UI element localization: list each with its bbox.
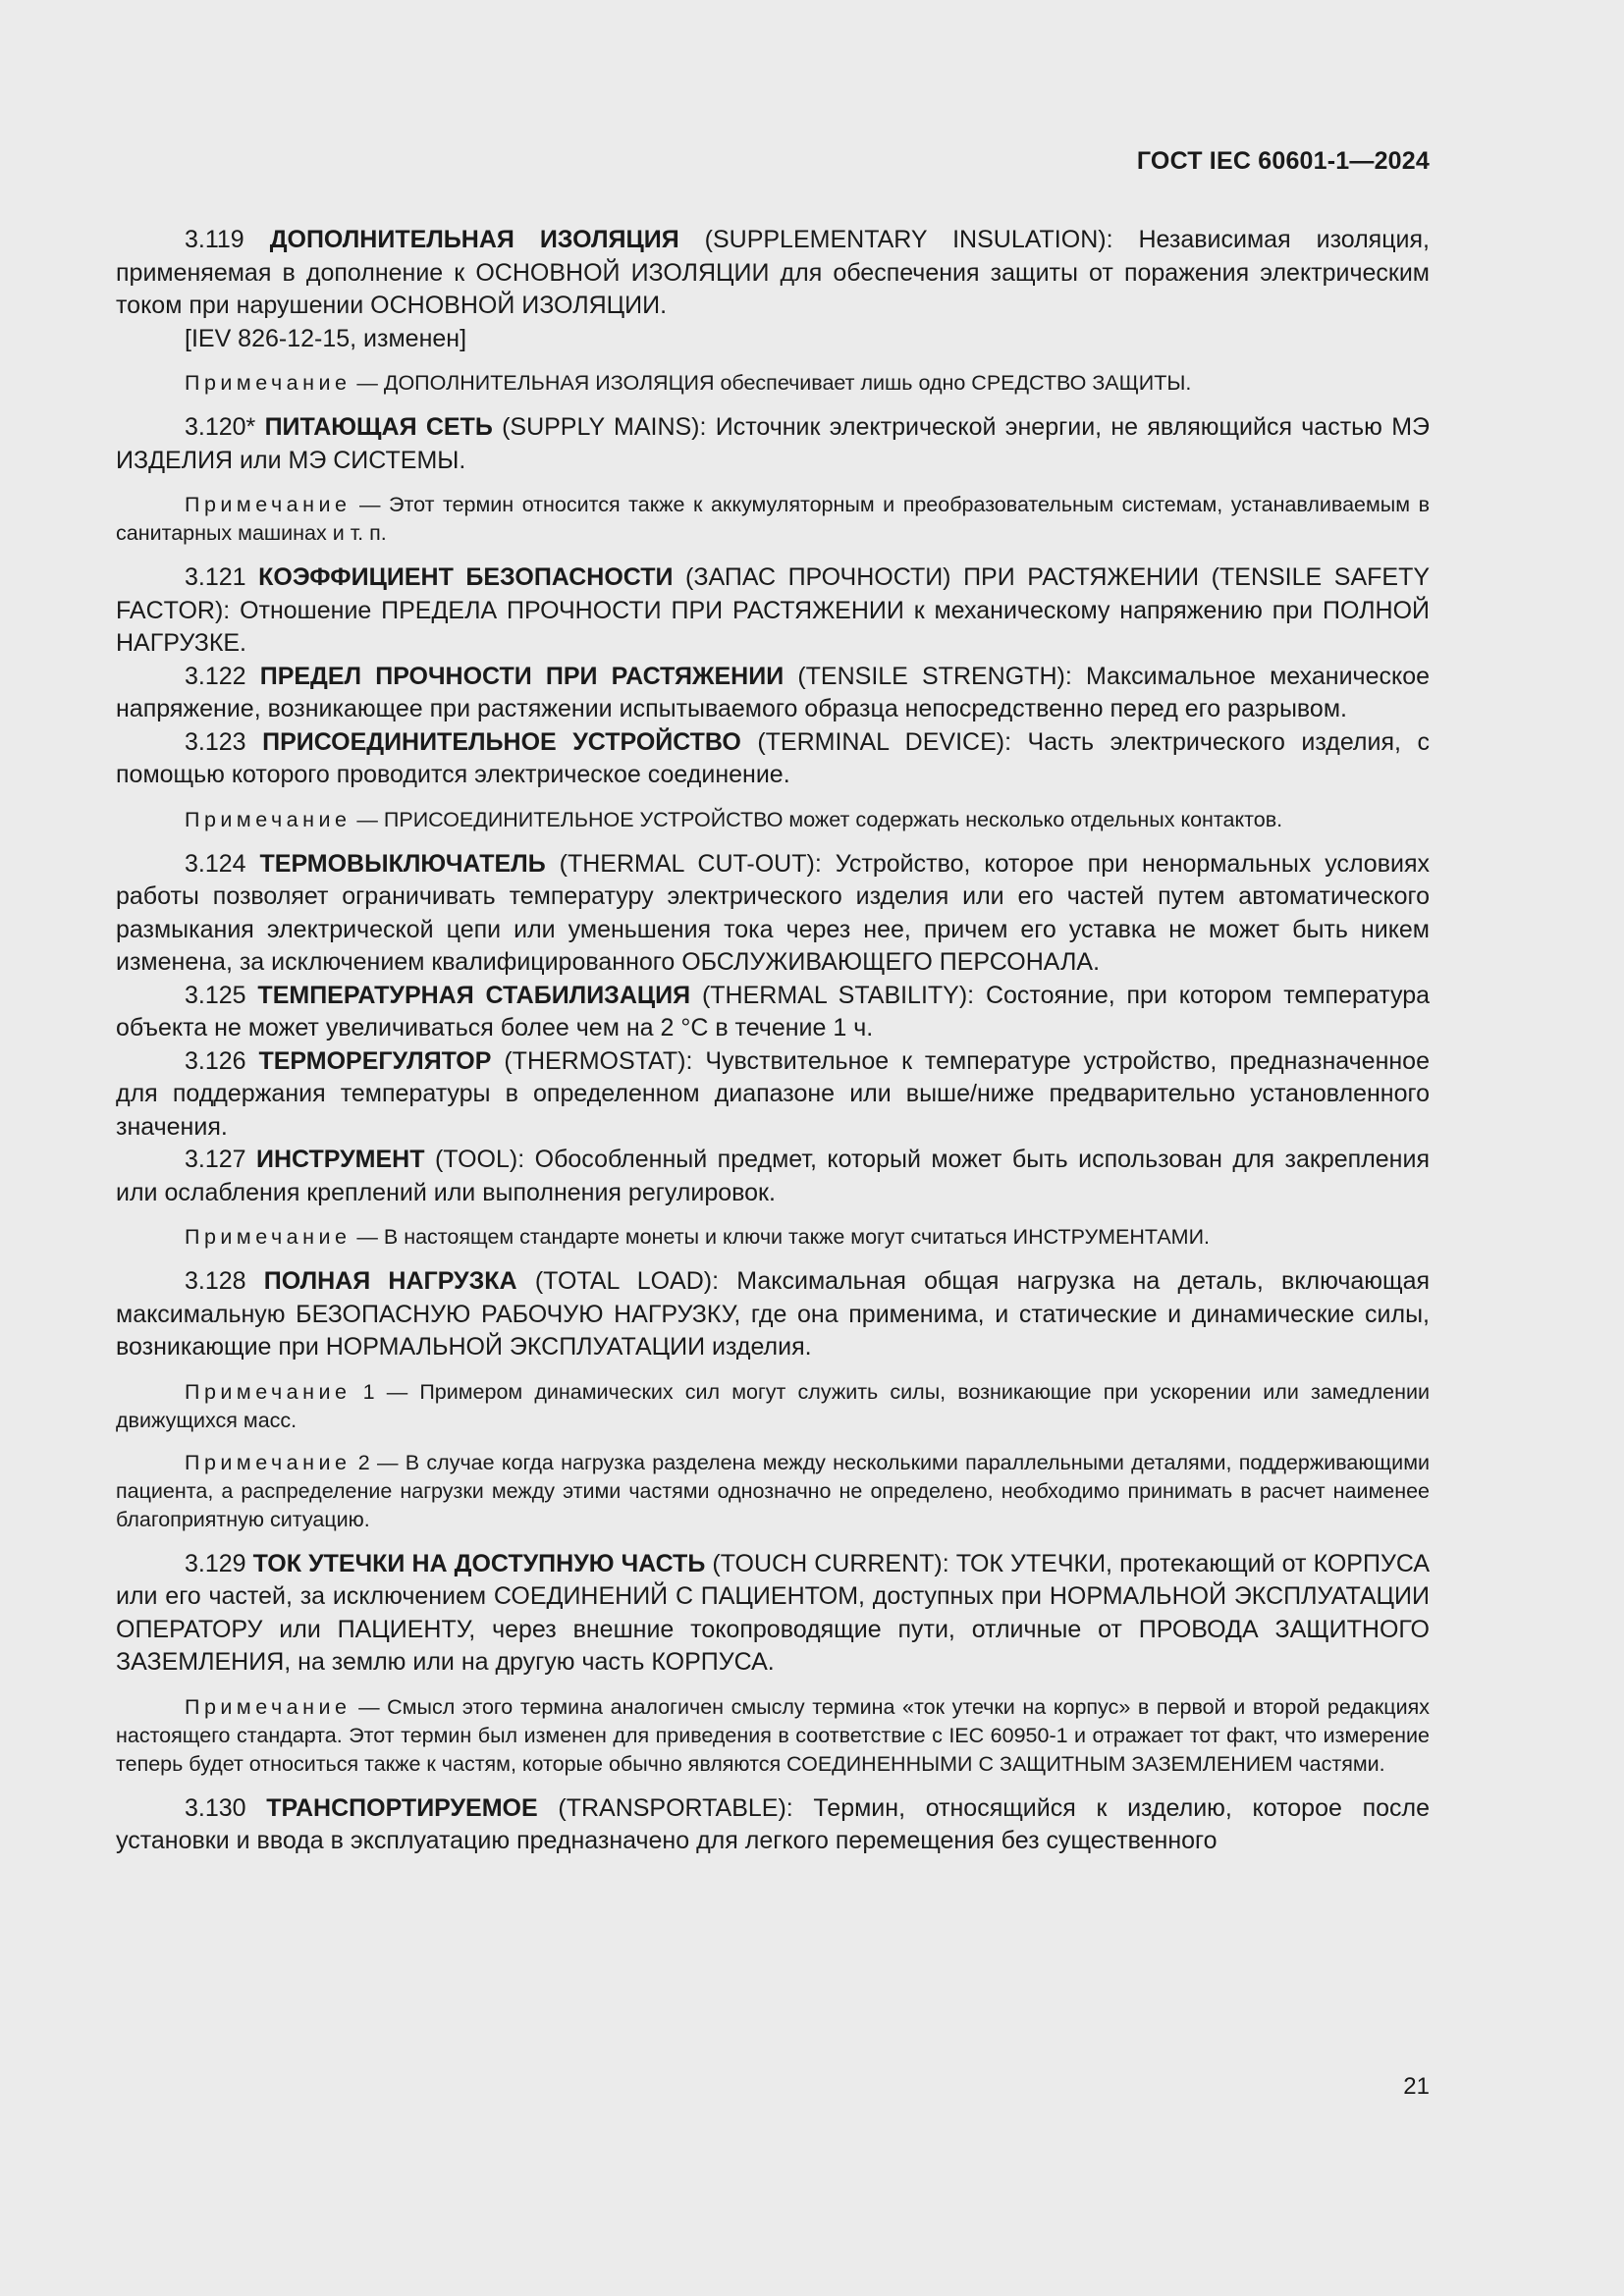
term-3-126 <box>116 1045 1430 1145</box>
term-number: 3.128 <box>185 1267 246 1295</box>
term-definition: (TOUCH CURRENT): ТОК УТЕЧКИ, протекающий от КОРПУСА или его частей, за исключением СОЕДИНЕНИЙ С ПАЦИЕНТОМ, доступных при НОРМАЛЬНОЙ ЭКСПЛУАТАЦИИ ОПЕРАТОРУ или ПАЦИЕНТУ, через внешние токопроводящие пути, отличные от ПРОВОДА ЗАЩИТНОГО ЗАЗЕМЛЕНИЯ, на землю или на другую часть КОРПУСА. <box>116 1549 1431 1676</box>
term-number: 3.129 <box>185 1549 246 1577</box>
term-name: ПРИСОЕДИНИТЕЛЬНОЕ УСТРОЙСТВО <box>262 727 741 756</box>
term-number: 3.122 <box>185 662 246 690</box>
note-label: Примечание <box>185 1694 352 1719</box>
term-number: 3.121 <box>185 563 246 591</box>
note-text: 1 — Примером динамических сил могут служить силы, возникающие при ускорении или замедлении движущихся масс. <box>116 1379 1430 1432</box>
note-text: — ДОПОЛНИТЕЛЬНАЯ ИЗОЛЯЦИЯ обеспечивает лишь одно СРЕДСТВО ЗАЩИТЫ. <box>351 371 1192 395</box>
term-3-120 <box>116 411 1430 477</box>
note-text: 2 — В случае когда нагрузка разделена между несколькими параллельными деталями, поддерживающими пациента, а распределение нагрузки между этими частями однозначно не определено, необходимо принимать в расчет наименее благоприятную ситуацию. <box>116 1450 1430 1531</box>
term-name: ТЕРМОРЕГУЛЯТОР <box>258 1046 492 1075</box>
note-3-120 <box>116 491 1430 548</box>
term-definition: (TOOL): Обособленный предмет, который может быть использован для закрепления или ослабления креплений или выполнения регулировок. <box>116 1146 1430 1206</box>
term-name: ПОЛНАЯ НАГРУЗКА <box>263 1267 517 1295</box>
term-number: 3.127 <box>185 1146 246 1173</box>
term-3-121 <box>116 561 1430 661</box>
term-number: 3.124 <box>185 849 246 878</box>
note-text: — Этот термин относится также к аккумуляторным и преобразовательным системам, устанавливаемым в санитарных машинах и т. п. <box>116 493 1430 545</box>
note-3-128-1 <box>116 1378 1430 1435</box>
standard-header: ГОСТ IEC 60601-1—2024 <box>1136 147 1430 175</box>
note-3-127 <box>116 1223 1430 1252</box>
note-label: Примечание <box>185 1225 352 1249</box>
term-name: ИНСТРУМЕНТ <box>256 1146 425 1173</box>
term-name: ДОПОЛНИТЕЛЬНАЯ ИЗОЛЯЦИЯ <box>269 226 679 253</box>
term-definition: (THERMAL STABILITY): Состояние, при котором температура объекта не может увеличиваться более чем на 2 °С в течение 1 ч. <box>116 981 1430 1041</box>
note-text: — В настоящем стандарте монеты и ключи также могут считаться ИНСТРУМЕНТАМИ. <box>351 1225 1210 1249</box>
term-3-122 <box>116 661 1430 726</box>
note-label: Примечание <box>185 371 352 395</box>
note-label: Примечание <box>185 1450 352 1474</box>
note-3-119 <box>116 369 1430 398</box>
term-definition: (THERMOSTAT): Чувствительное к температуре устройство, предназначенное для поддержания температуры в определенном диапазоне или выше/ниже предварительно установленного значения. <box>116 1046 1430 1141</box>
term-name: ТЕМПЕРАТУРНАЯ СТАБИЛИЗАЦИЯ <box>257 981 691 1009</box>
iev-reference: [IEV 826-12-15, изменен] <box>185 324 467 352</box>
term-definition: (ЗАПАС ПРОЧНОСТИ) ПРИ РАСТЯЖЕНИИ (TENSILE SAFETY FACTOR): Отношение ПРЕДЕЛА ПРОЧНОСТИ ПРИ РАСТЯЖЕНИИ к механическому напряжению при ПОЛНОЙ НАГРУЗКЕ. <box>116 563 1431 657</box>
term-number: 3.120* <box>185 413 256 441</box>
term-definition: (SUPPLY MAINS): Источник электрической энергии, не являющийся частью МЭ ИЗДЕЛИЯ или МЭ СИСТЕМЫ. <box>116 413 1431 474</box>
note-3-123 <box>116 806 1430 834</box>
term-3-124 <box>116 848 1430 980</box>
note-text: — ПРИСОЕДИНИТЕЛЬНОЕ УСТРОЙСТВО может содержать несколько отдельных контактов. <box>351 807 1283 831</box>
term-name: ТЕРМОВЫКЛЮЧАТЕЛЬ <box>259 849 546 878</box>
term-3-130 <box>116 1792 1430 1858</box>
term-number: 3.125 <box>185 981 246 1009</box>
term-name: ТРАНСПОРТИРУЕМОЕ <box>266 1793 538 1822</box>
term-3-127 <box>116 1144 1430 1209</box>
note-3-129 <box>116 1693 1430 1779</box>
term-definition: (TRANSPORTABLE): Термин, относящийся к изделию, которое после установки и ввода в эксплуатацию предназначено для легкого перемещения без существенного <box>116 1793 1430 1854</box>
document-body <box>116 224 1430 1858</box>
term-name: ПРЕДЕЛ ПРОЧНОСТИ ПРИ РАСТЯЖЕНИИ <box>259 662 785 690</box>
term-definition: (TOTAL LOAD): Максимальная общая нагрузка на деталь, включающая максимальную БЕЗОПАСНУЮ РАБОЧУЮ НАГРУЗКУ, где она применима, и статические и динамические силы, возникающие при НОРМАЛЬНОЙ ЭКСПЛУАТАЦИИ изделия. <box>116 1267 1431 1361</box>
note-3-128-2 <box>116 1449 1430 1534</box>
term-3-129 <box>116 1548 1430 1680</box>
note-label: Примечание <box>185 807 352 831</box>
term-number: 3.130 <box>185 1793 246 1822</box>
page-number: 21 <box>1403 2073 1430 2100</box>
term-number: 3.119 <box>185 226 244 253</box>
term-3-119 <box>116 224 1430 323</box>
term-definition: (TERMINAL DEVICE): Часть электрического изделия, с помощью которого проводится электрическое соединение. <box>116 727 1430 788</box>
term-number: 3.126 <box>185 1046 246 1075</box>
term-number: 3.123 <box>185 727 246 756</box>
term-definition: (THERMAL CUT-OUT): Устройство, которое при ненормальных условиях работы позволяет ограничивать температуру электрического изделия или его частей путем автоматического размыкания электрической цепи или уменьшения тока через нее, причем его уставка не может быть никем изменена, за исключением квалифицированного ОБСЛУЖИВАЮЩЕГО ПЕРСОНАЛА. <box>116 849 1430 976</box>
term-name: ПИТАЮЩАЯ СЕТЬ <box>264 413 493 441</box>
term-3-123 <box>116 726 1430 792</box>
term-3-125 <box>116 980 1430 1045</box>
term-definition: (TENSILE STRENGTH): Максимальное механическое напряжение, возникающее при растяжении испытываемого образца непосредственно перед его разрывом. <box>116 662 1430 722</box>
term-definition: (SUPPLEMENTARY INSULATION): Независимая изоляция, применяемая в дополнение к ОСНОВНОЙ ИЗОЛЯЦИИ для обеспечения защиты от поражения электрическим током при нарушении ОСНОВНОЙ ИЗОЛЯЦИИ. <box>116 226 1430 319</box>
term-name: ТОК УТЕЧКИ НА ДОСТУПНУЮ ЧАСТЬ <box>252 1549 706 1577</box>
note-label: Примечание <box>185 1379 352 1404</box>
term-3-128 <box>116 1265 1430 1364</box>
term-name: КОЭФФИЦИЕНТ БЕЗОПАСНОСТИ <box>258 563 674 591</box>
note-text: — Смысл этого термина аналогичен смыслу термина «ток утечки на корпус» в первой и второй редакциях настоящего стандарта. Этот термин был изменен для приведения в соответствие с IEC 60950-1 и отражает тот факт, что измерение теперь будет относиться также к частям, которые обычно являются СОЕДИНЕННЫМИ С ЗАЩИТНЫМ ЗАЗЕМЛЕНИЕМ частями. <box>116 1694 1430 1776</box>
note-label: Примечание <box>185 493 352 516</box>
